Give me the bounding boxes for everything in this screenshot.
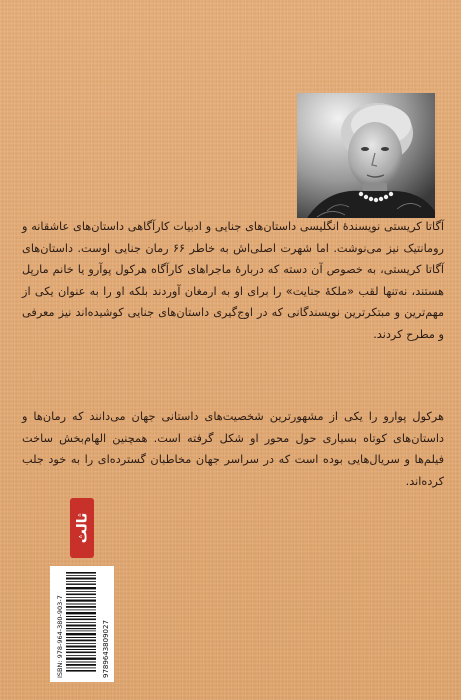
poirot-description: هرکول پوارو را یکی از مشهورترین شخصیت‌های داستانی جهان می‌دانند که رمان‌ها و داستان‌های کوتاه بسیاری حول محور او شکل گرفته است. همچنین الهام‌بخش ساخت فیلم‌ها و سریال‌هایی بوده است که در سراسر جهان مخاطبان گسترده‌ای را به خود جلب کرده‌اند. xyxy=(22,410,444,488)
barcode-number: 9789643809027 xyxy=(102,620,110,678)
barcode xyxy=(50,566,114,682)
author-biography: آگاتا کریستی نویسندهٔ انگلیسی داستان‌های جنایی و ادبیات کارآگاهی داستان‌های عاشقانه و رومانتیک نیز می‌نوشت. اما شهرت اصلی‌اش به خاطر ۶۶ رمان جنایی اوست. داستان‌های آگاتا کریستی، به خصوص آن دسته که دربارهٔ ماجراهای کارآگاه هرکول پوآرو یا خانم مارپل هستند، نه‌تنها لقب «ملکهٔ جنایت» را برای او به ارمغان آوردند بلکه او را به عنوان یکی از مهم‌ترین و مبتکرترین نویسندگانی که در اوج‌گیری داستان‌های جنایی کوشیده‌اند نیز معرفی و مطرح کردند. xyxy=(22,220,444,341)
author-photo xyxy=(297,93,435,218)
publisher-logo xyxy=(70,498,94,558)
isbn-text: ISBN: 978-964-380-903-7 xyxy=(56,595,64,678)
author-photo-icon xyxy=(297,93,435,218)
publisher-logo-text: ثالث xyxy=(74,512,90,544)
